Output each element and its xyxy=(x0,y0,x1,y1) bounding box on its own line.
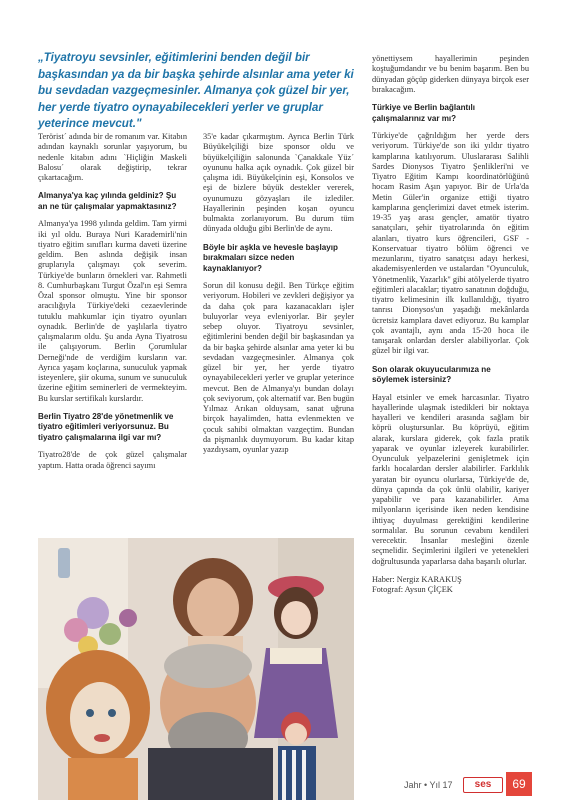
magazine-logo: ses xyxy=(463,777,503,793)
pull-quote: „Tiyatroyu sevsinler, eğitimlerini benden değil bir başkasından ya da bir başka şehirde alsınlar ama yeter ki bu sevdadan vazgeçmesinler. Almanya çok güzel bir yer, her yerde tiyatro oynayabilecekleri yerler ve gruplar yeterince mevcut." xyxy=(38,51,354,130)
question-heading: Son olarak okuyucularımıza ne söylemek istersiniz? xyxy=(372,364,491,384)
question-heading: Böyle bir aşkla ve hevesle başlayıp bırakmaları sizce neden kaynaklanıyor? xyxy=(203,242,338,273)
body-paragraph: Hayal etsinler ve emek harcasınlar. Tiyatro hayallerinde ulaşmak istedikleri bir noktaya hayalleri ve kendileri arasında sağlam bir köprü oluştursunlar. Bu köprüyü, eğitim alarak, kurslara giderek, çok fazla pratik yaparak ve oyunlar izleyerek kurabilirler. Oyunculuk yelpazelerini genişletmek için farklı hocalardan dersler alabilirler. Farklılık yaratan bir oyuncu olurlarsa, Türkiye'de de, dünya çapında da çok ünlü olabilir, kariyer yapabilir ve para kazanabilirler. Ama milyonların içerisinde iken neden kendisine ihtiyaç duyulması gerektiğini kendilerine sormalılar. Bu sorunun cevabını kendileri verecektir. İnsanlar mesleğini özenle seçmelidir. Seçimlerini ilgileri ve yetenekleri doğrultusunda yaparlarsa daha başarılı olurlar. xyxy=(372,392,529,566)
issue-label: Jahr • Yıl 17 xyxy=(404,780,453,790)
body-paragraph: Sorun dil konusu değil. Ben Türkçe eğitim veriyorum. Hobileri ve zevkleri değişiyor ya da daha çok para kazanacakları işler buluyorlar veya evleniyorlar. Bir şeyler sebep oluyor. Tiyatroyu sevsinler, eğitimlerini benden değil bir başkasından ya da bir başka şehirde alsınlar ama yeter ki bu sevdadan vazgeçmesinler. Almanya çok güzel bir yer, her yerde tiyatro oynayabilecekleri yerler ve gruplar yeterince mevcut. Ben de Almanya'yı bundan dolayı çok seviyorum, çok alternatif var. Ben bugün Yılmaz Arıkan olduysam, sanat uğruna birçok hayalimden, hatta evlenmekten ve çocuk sahibi olmaktan vazgeçtim. Bundan da pişmanlık duymuyorum. Bu kadar kitap yazdıysam, oyunlar yazıp xyxy=(203,281,354,454)
body-paragraph: Tiyatro28'de de çok güzel çalışmalar yaptım. Hatta orada öğrenci sayımı xyxy=(38,450,187,470)
body-paragraph: Türkiye'de çağrıldığım her yerde ders veriyorum. Türkiye'de son iki yıldır tiyatro kamplarına katılıyorum. Uluslararası Salihli Sardes Dionysos Tiyatro Şenlikleri'ni ve Tiyatro Eğitim Kampı koordinatörlüğünü hocam Rasim Aşın yapıyor. Bir de Urla'da Metin Güler'in organize ettiği tiyatro kamplarına gençlerimizi davet etmek isterim. 19-35 yaş arası gençler, amatör tiyatro sanatçıları, şehir tiyatrolarında ön eğitim alanları, tiyatro kurs öğrencileri, GSF - Konservatuar tiyatro bölüm öğrenci ve mezunlarını, tiyatro sanatçısı adayı herkesi, akademisyenlerden ve ustalardan "Oyunculuk, Yönetmenlik, Yazarlık" gibi atölyelerde tiyatro eğitimleri alacaklar; tiyatro sanatının doğduğu, tiyatro kelimesinin ilk kullanıldığı, tiyatro tanrısı Dionysos'un yaşadığı mekânlarda ücretsiz kamplara davet ediyoruz. Bu kamplar çok avantajlı, aynı anda 15-20 hoca ile tanışarak onlardan dersler alabiliyorlar. Çok güzel bir ilgi var. xyxy=(372,131,529,356)
body-paragraph: yönettiysem hayallerimin peşinden koştuğumdandır ve bu benim başarım. Ben bu dünyadan göçüp giderken dünyaya birçok eser bırakacağım. xyxy=(372,54,529,94)
photo-illustration xyxy=(38,538,354,800)
page-number: 69 xyxy=(506,772,532,796)
question-heading: Türkiye ve Berlin bağlantılı çalışmalarınız var mı? xyxy=(372,103,476,123)
page-footer xyxy=(0,772,566,800)
text-column-2 xyxy=(203,132,354,463)
question-heading: Berlin Tiyatro 28'de yönetmenlik ve tiyatro eğitimleri veriyorsunuz. Bu tiyatro çalışmalarına ilgi var mı? xyxy=(38,411,174,442)
body-paragraph: 35'e kadar çıkarmıştım. Ayrıca Berlin Türk Büyükelçiliği bize sponsor oldu ve büyükelçiliğin salonunda `Çanakkale Yüz´ oyununu halka açık oynadık. Çok güzel bir çalışma idi. Büyükelçinin eşi, Konsolos ve eşi de bizlere büyük destekler vererek, oyunumuzu gözyaşları ile izlediler. Hayallerinin peşinden koşan oyuncu bulmakta zorlanıyorum. Bu durum tüm dünyada olduğu gibi Berlin'de de aynı. xyxy=(203,132,354,234)
text-column-3 xyxy=(372,54,529,603)
byline-credit: Haber: Nergiz KARAKUŞ Fotograf: Aysun ÇİÇEK xyxy=(372,574,462,594)
body-paragraph: Almanya'ya 1998 yılında geldim. Tam yirmi iki yıl oldu. Buraya Nuri Karademirli'nin tiyatro eğitim sınıfları kurma daveti üzerine geldim. Ben aslında değişik insan gruplarıyla çalışmayı çok severim. Türkiye'de bunların örnekleri var. Rahmetli 8. Cumhurbaşkanı Turgut Özal'ın eşi Semra Özal sponsor olmuştu. Yine bir sponsor aracılığıyla Türkiye'deki cezaevlerinde tutuklu mahkumlar için tiyatro oyunları oynadık. Berlin'de de yaşlılarla tiyatro çalışmalarım oldu. Şu anda Ayna Tiyatrosu ile çalışıyorum. Berlin Çorumlular Derneği'nde de verdiğim kursların var. Ayrıca yaşam koçlarına, sunuculuk yapmak isteyenlere, şiir okuma, sunum ve sunuculuk üzerine eğitim seminerleri de vermekteyim. Bu kurslar sertifikalı kurslardır. xyxy=(38,219,187,403)
question-heading: Almanya'ya kaç yılında geldiniz? Şu an ne tür çalışmalar yapmaktasınız? xyxy=(38,191,177,211)
body-paragraph: Terörist´ adında bir de romanım var. Kitabın adından kaynaklı sorunlar yaşıyorum, bu nedenle kitabın adını `Hiçliğin Maskeli Balosu´ olarak değiştirip, tekrar çıkartacağım. xyxy=(38,132,187,182)
photo-puppeteers-with-dolls xyxy=(38,538,354,800)
text-column-1 xyxy=(38,132,187,479)
